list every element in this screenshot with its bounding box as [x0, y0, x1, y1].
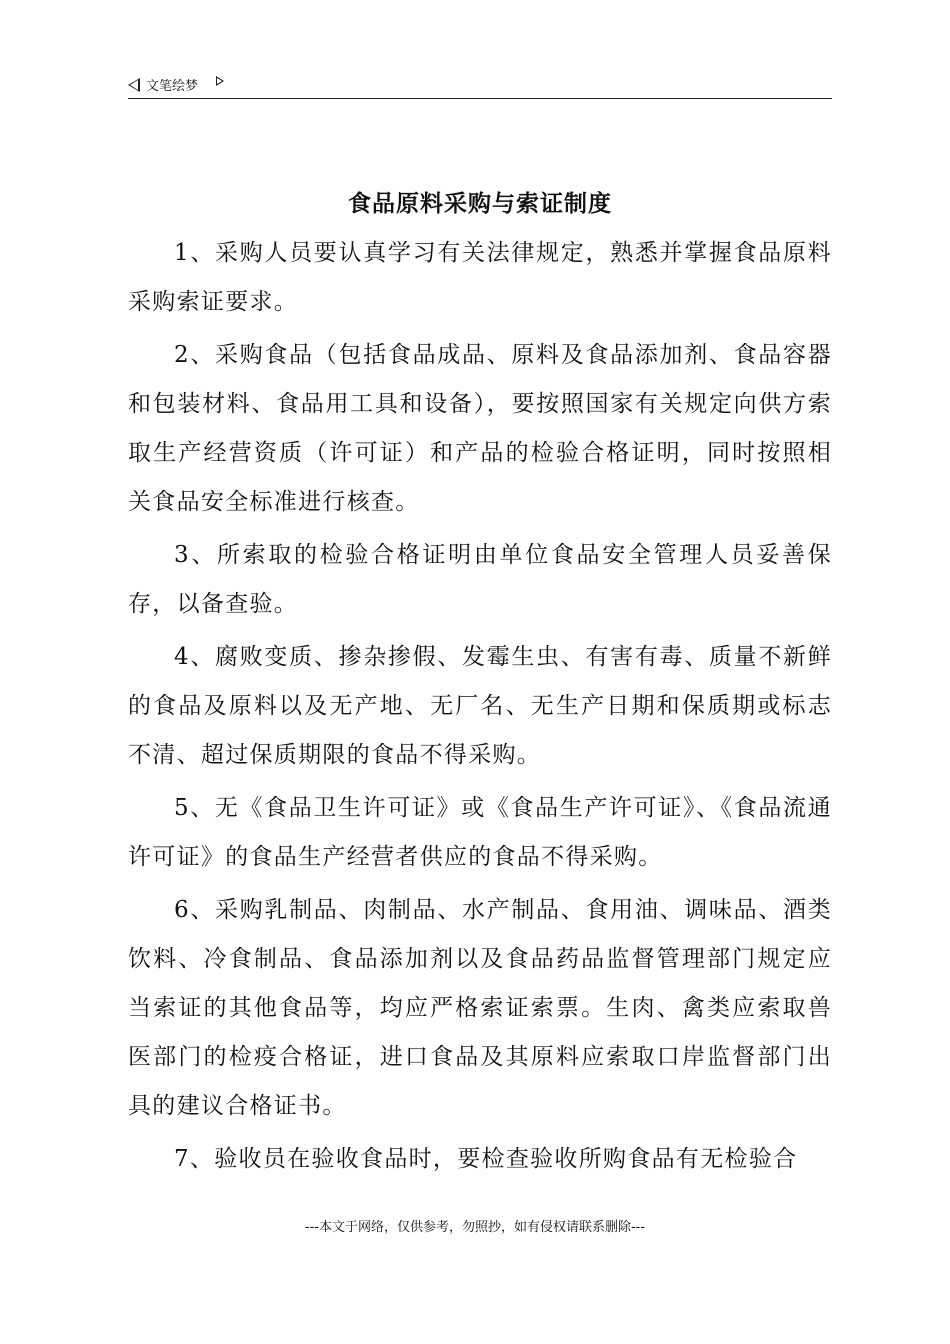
paragraph-1: 1、采购人员要认真学习有关法律规定，熟悉并掌握食品原料采购索证要求。	[128, 240, 832, 315]
paragraph-3: 3、所索取的检验合格证明由单位食品安全管理人员妥善保存，以备查验。	[128, 542, 832, 617]
document-body	[128, 229, 832, 1188]
paragraph-5: 5、无《食品卫生许可证》或《食品生产许可证》、《食品流通许可证》的食品生产经营者供应的食品不得采购。	[128, 795, 832, 870]
paragraph-4: 4、腐败变质、掺杂掺假、发霉生虫、有害有毒、质量不新鲜的食品及原料以及无产地、无厂名、无生产日期和保质期或标志不清、超过保质期限的食品不得采购。	[128, 644, 832, 768]
triangle-right-icon	[216, 76, 224, 86]
triangle-left-icon	[128, 78, 140, 92]
document-title: 食品原料采购与索证制度	[348, 190, 612, 217]
page-footer: ---本文于网络，仅供参考，勿照抄，如有侵权请联系删除---	[304, 1220, 646, 1235]
paragraph-6: 6、采购乳制品、肉制品、水产制品、食用油、调味品、酒类饮料、冷食制品、食品添加剂以及食品药品监督管理部门规定应当索证的其他食品等，均应严格索证索票。生肉、禽类应索取兽医部门的检疫合格证，进口食品及其原料应索取口岸监督部门出具的建议合格证书。	[128, 897, 832, 1119]
header-text: 文笔绘梦	[146, 79, 199, 94]
paragraph-7: 7、验收员在验收食品时，要检查验收所购食品有无检验合	[174, 1146, 798, 1172]
page-header	[128, 74, 832, 99]
paragraph-2: 2、采购食品（包括食品成品、原料及食品添加剂、食品容器和包装材料、食品用工具和设备），要按照国家有关规定向供方索取生产经营资质（许可证）和产品的检验合格证明，同时按照相关食品安全标准进行核查。	[128, 342, 832, 515]
